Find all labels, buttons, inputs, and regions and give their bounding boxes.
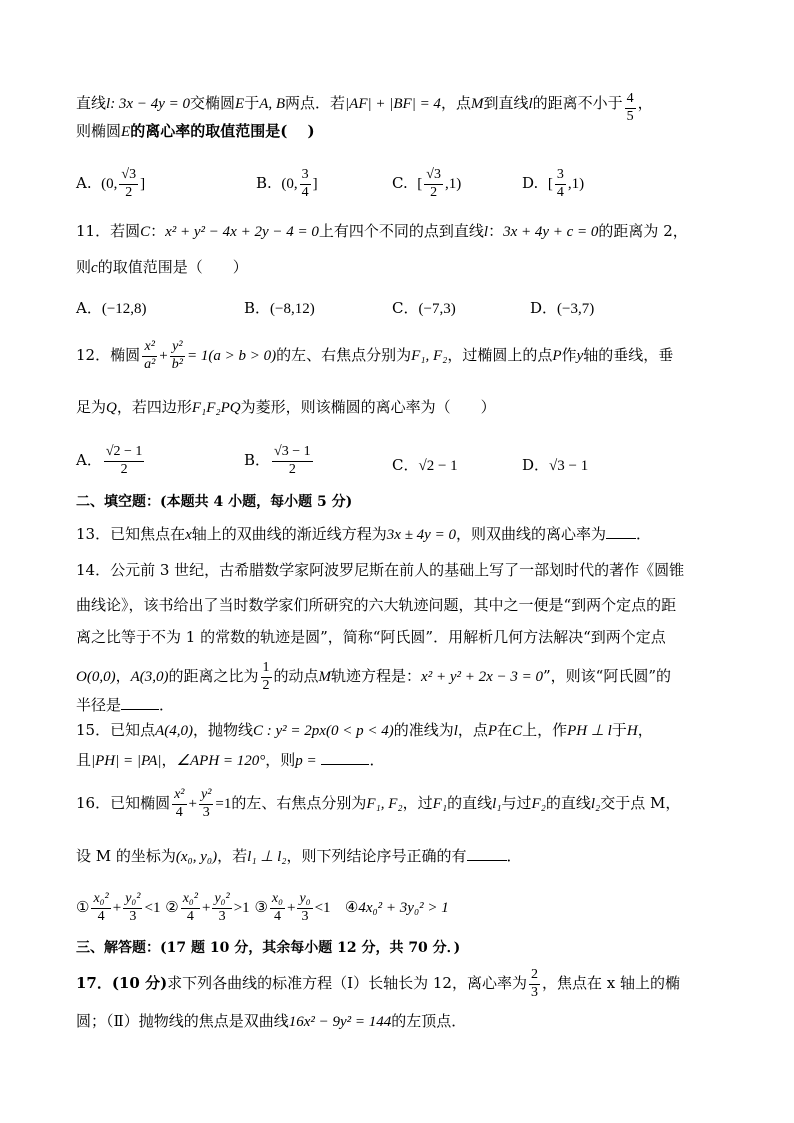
math: E	[235, 96, 245, 113]
denominator: 3	[530, 984, 538, 1000]
numerator: 2	[529, 968, 540, 985]
math: l	[106, 96, 111, 113]
q10-option-a[interactable]	[76, 168, 145, 200]
numerator: √3 − 1	[272, 445, 313, 462]
text: 则	[76, 258, 92, 276]
option-label: D．	[522, 456, 550, 474]
option-label: A．	[76, 299, 102, 317]
math: >1	[233, 900, 250, 917]
text: 的距离之比为	[168, 667, 259, 686]
math: A, B	[259, 96, 286, 113]
text: ，	[637, 94, 653, 113]
q16-line2	[76, 848, 522, 865]
math: √2 − 1	[418, 458, 458, 474]
q11-line1	[76, 224, 688, 240]
math: M	[470, 96, 484, 113]
denominator: 3	[129, 908, 137, 924]
math: l	[528, 96, 533, 113]
denominator: 4	[97, 908, 105, 924]
answer-blank[interactable]	[467, 848, 507, 861]
math: A(3,0)	[130, 669, 169, 686]
text: 作	[561, 346, 577, 365]
math: p =	[295, 753, 317, 769]
q10-option-b[interactable]	[256, 168, 318, 200]
math: F₁F₂PQ	[191, 400, 241, 416]
denominator: 4	[186, 908, 194, 924]
math: : 3x − 4y = 0	[110, 96, 190, 113]
math: C	[512, 723, 523, 739]
option-label: B．	[244, 451, 271, 470]
text: 的距离为 2，	[598, 222, 688, 240]
math: l₁ ⊥ l₂	[247, 849, 287, 865]
q12-option-b[interactable]	[244, 445, 315, 477]
numerator: x₀	[270, 892, 285, 909]
math: ,1)	[444, 176, 462, 193]
denominator: b²	[171, 356, 183, 372]
text: 的左、右焦点分别为	[231, 794, 367, 813]
q12-option-a[interactable]	[76, 445, 146, 477]
q11-option-a[interactable]	[76, 297, 147, 318]
numerator: y₀²	[212, 892, 231, 909]
text: 的离心率的取值范围是( )	[130, 122, 315, 140]
numerator: y²	[199, 788, 213, 805]
fraction	[123, 892, 142, 924]
q10-line2	[76, 124, 315, 140]
text: 13．已知焦点在	[76, 525, 186, 543]
q14-line3: 离之比等于不为 1 的常数的轨迹是圆”，简称“阿氏圆”．用解析几何方法解决“到两个定点	[76, 628, 666, 646]
text: 的准线为	[393, 721, 454, 739]
text: 在	[497, 721, 513, 739]
text: 交于点 M，	[600, 794, 681, 813]
text: ．	[159, 696, 175, 714]
text: 且	[76, 751, 92, 769]
option-label: A.	[76, 174, 92, 193]
q12-line1	[76, 340, 673, 372]
math: F₁, F₂	[366, 796, 403, 813]
math: <1	[314, 900, 331, 917]
fraction	[170, 340, 185, 372]
q13	[76, 526, 651, 543]
text: 的直线	[545, 794, 591, 813]
q10-line1	[76, 88, 653, 124]
math: |PH| = |PA|	[91, 753, 162, 769]
numerator: √3	[424, 168, 443, 185]
text: 于	[611, 721, 627, 739]
math: l₂	[590, 796, 601, 813]
denominator: 4	[175, 804, 183, 820]
math: l	[483, 224, 489, 240]
q10-option-d[interactable]	[522, 168, 584, 200]
fraction	[272, 445, 313, 477]
fraction	[104, 445, 145, 477]
section-heading-fill-in: 二、填空题：(本题共 4 小题，每小题 5 分)	[76, 494, 353, 510]
fraction	[555, 168, 566, 200]
math: ]	[312, 176, 318, 193]
text: ，点	[457, 721, 488, 739]
math: E	[121, 124, 131, 140]
text: ．	[506, 847, 522, 865]
text: 15．已知点	[76, 721, 156, 739]
math: C	[140, 224, 151, 240]
q14-line2: 曲线论》，该书给出了当时数学家们所研究的六大轨迹问题，其中之一便是“到两个定点的距	[76, 596, 677, 614]
text: ，	[161, 751, 177, 769]
text: 12．椭圆	[76, 346, 141, 365]
q11-line2	[76, 260, 248, 276]
numerator: y₀	[297, 892, 312, 909]
text: 轴的垂线，垂	[583, 346, 674, 365]
q15-line1	[76, 723, 653, 739]
q11-option-c[interactable]	[392, 297, 456, 318]
section-heading-answers: 三、解答题：(17 题 10 分，其余每小题 12 分，共 70 分．)	[76, 940, 461, 956]
text: 的左、右焦点分别为	[276, 346, 412, 365]
text: ”，则该“阿氏圆”的	[543, 667, 672, 686]
choice-marker: ①	[76, 898, 90, 917]
text: 的距离不小于	[532, 94, 623, 113]
text: 上，作	[522, 721, 568, 739]
math: [	[417, 176, 423, 193]
math: Q	[106, 400, 117, 416]
text: 为菱形，则该椭圆的离心率为（ ）	[240, 398, 496, 416]
math: F₁, F₂	[411, 348, 448, 365]
denominator: 2	[262, 677, 270, 693]
text: ，若四边形	[116, 398, 192, 416]
math: √3 − 1	[549, 458, 589, 474]
text: ，则下列结论序号正确的有	[286, 847, 467, 865]
numerator: 3	[555, 168, 566, 185]
denominator: 5	[626, 108, 634, 124]
option-label: A．	[76, 451, 102, 470]
math: =1	[215, 796, 232, 813]
math: P	[552, 348, 562, 365]
denominator: 4	[301, 184, 309, 200]
denominator: 4	[273, 908, 281, 924]
numerator: y₀²	[123, 892, 142, 909]
text: ，	[637, 721, 653, 739]
text: 于	[244, 94, 260, 113]
q14-line4	[76, 661, 671, 693]
q14-line5	[76, 697, 174, 713]
text: ，过椭圆上的点	[447, 346, 553, 365]
math: (−7,3)	[418, 301, 456, 317]
text: 轨迹方程是：	[331, 667, 422, 686]
q17-line1	[76, 968, 680, 1000]
choice-marker: ④	[344, 898, 359, 917]
math: (−12,8)	[101, 301, 147, 317]
math: ]	[140, 176, 146, 193]
math: F₂	[531, 796, 546, 813]
text: 足为	[76, 398, 107, 416]
text: ，过	[402, 794, 433, 813]
math: x² + y² − 4x + 2y − 4 = 0	[165, 224, 319, 240]
text: 圆；（Ⅱ）抛物线的焦点是双曲线	[76, 1012, 289, 1030]
math: H	[626, 723, 638, 739]
text: 半径是	[76, 696, 122, 714]
text: 11．若圆	[76, 222, 141, 240]
text: ，若	[217, 847, 248, 865]
fraction	[119, 168, 138, 200]
text: 到直线	[483, 94, 529, 113]
numerator: x²	[142, 340, 156, 357]
denominator: 2	[430, 184, 438, 200]
fraction	[181, 892, 200, 924]
text: ，	[115, 667, 131, 686]
q15-line2	[76, 752, 384, 769]
denominator: 3	[218, 908, 226, 924]
text: 的直线	[447, 794, 493, 813]
math: (x₀, y₀)	[175, 849, 218, 865]
text: ：	[488, 222, 504, 240]
q14-line1: 14．公元前 3 世纪，古希腊数学家阿波罗尼斯在前人的基础上写了一部划时代的著作《圆锥	[76, 561, 685, 579]
math: ,1)	[567, 176, 585, 193]
q16-choices: ① $\frac{\text{x₀²}}{4}$ + $\frac{\text{y₀²}}{3}$ <1 ② $\frac{\text{x₀²}}{4}$ + $\frac{\text{y₀²}}{3}$ >1 ③ $\frac{\text{x₀}}{4}$ + $\frac{\text{y₀}}{3}$ <1 ④4x₀² + 3y₀² > 1	[76, 891, 449, 924]
text: 的左顶点．	[391, 1012, 467, 1030]
math: x	[185, 527, 192, 543]
math: 4x₀² + 3y₀² > 1	[358, 900, 449, 917]
math: P	[487, 723, 498, 739]
q12-line2	[76, 400, 496, 416]
fraction	[424, 168, 443, 200]
q12-option-c[interactable]	[392, 454, 458, 475]
numerator: y²	[170, 340, 184, 357]
text: ，则	[265, 751, 296, 769]
numerator: 4	[625, 92, 636, 109]
option-label: B．	[244, 299, 271, 317]
answer-blank[interactable]	[121, 697, 159, 710]
option-label: D．	[530, 299, 558, 317]
math: (0,	[101, 176, 118, 193]
text: ．	[635, 525, 651, 543]
math: C : y² = 2px(0 < p < 4)	[253, 723, 394, 739]
text: 与过	[501, 794, 532, 813]
math: |AF| + |BF| = 4	[345, 96, 441, 113]
fraction	[270, 892, 285, 924]
math: l₁	[492, 796, 502, 813]
numerator: 1	[261, 661, 272, 678]
text: ．	[369, 751, 385, 769]
text: 上有四个不同的点到直线	[318, 222, 484, 240]
math: 3x ± 4y = 0	[386, 527, 456, 543]
math: M	[318, 669, 332, 686]
numerator: x₀²	[91, 892, 110, 909]
fraction	[212, 892, 231, 924]
math: ∠APH = 120°	[176, 753, 266, 769]
text: 轴上的双曲线的渐近线方程为	[191, 525, 387, 543]
numerator: √3	[119, 168, 138, 185]
fraction	[199, 788, 213, 820]
numerator: 3	[300, 168, 311, 185]
q17-line2	[76, 1014, 466, 1030]
math: <1	[144, 900, 161, 917]
option-label: C．	[392, 299, 419, 317]
fraction	[142, 340, 157, 372]
q10-option-c[interactable]	[392, 168, 461, 200]
text: 的动点	[273, 667, 319, 686]
math: (0,	[281, 176, 298, 193]
text: 的取值范围是（ ）	[97, 258, 248, 276]
text: 两点．若	[285, 94, 346, 113]
math: (−3,7)	[557, 301, 595, 317]
denominator: 3	[202, 804, 210, 820]
option-label: C.	[392, 174, 408, 193]
q11-option-d[interactable]	[530, 297, 594, 318]
math: 16x² − 9y² = 144	[288, 1014, 392, 1030]
text: ，焦点在 x 轴上的椭	[541, 974, 680, 993]
denominator: 2	[120, 461, 128, 477]
math: +	[159, 348, 168, 365]
fraction	[172, 788, 186, 820]
fraction	[297, 892, 312, 924]
denominator: 4	[556, 184, 564, 200]
denominator: 2	[125, 184, 133, 200]
text: ，抛物线	[193, 721, 254, 739]
math: (−8,12)	[270, 301, 315, 317]
numerator: x²	[172, 788, 186, 805]
q16-line1	[76, 788, 680, 820]
text: ，点	[440, 94, 471, 113]
math: x² + y² + 2x − 3 = 0	[421, 669, 544, 686]
text: 设 M 的坐标为	[76, 847, 176, 865]
option-label: D.	[522, 174, 539, 193]
math: [	[547, 176, 553, 193]
numerator: x₀²	[181, 892, 200, 909]
numerator: √2 − 1	[104, 445, 145, 462]
text: 直线	[76, 94, 107, 113]
fraction	[625, 92, 636, 124]
text: ：	[150, 222, 166, 240]
fraction	[529, 968, 540, 1000]
fraction	[261, 661, 272, 693]
math: F₁	[432, 796, 448, 813]
choice-marker: ③	[254, 898, 268, 917]
answer-blank[interactable]	[321, 752, 369, 765]
text: 16．已知椭圆	[76, 794, 171, 813]
text: 求下列各曲线的标准方程（Ⅰ）长轴长为 12，离心率为	[167, 974, 527, 993]
denominator: 2	[288, 461, 296, 477]
math: A(4,0)	[155, 723, 193, 739]
math: 3x + 4y + c = 0	[503, 224, 599, 240]
denominator: a²	[144, 356, 156, 372]
fraction	[300, 168, 311, 200]
text: 交椭圆	[190, 94, 236, 113]
text: 17．(10 分)	[76, 974, 168, 993]
answer-blank[interactable]	[606, 526, 636, 539]
fraction	[91, 892, 110, 924]
math: PH ⊥ l	[567, 723, 612, 739]
option-label: C．	[392, 456, 419, 474]
math: = 1(a > b > 0)	[186, 348, 277, 365]
math: l	[453, 723, 458, 739]
math: c	[91, 260, 98, 276]
choice-marker: ②	[165, 898, 179, 917]
denominator: 3	[301, 908, 309, 924]
q11-option-b[interactable]	[244, 297, 315, 318]
math: +	[188, 796, 197, 813]
q12-option-d[interactable]	[522, 454, 588, 475]
math: y	[576, 348, 584, 365]
text: 则椭圆	[76, 122, 122, 140]
option-label: B.	[256, 174, 272, 193]
math: O(0,0)	[76, 669, 116, 686]
text: ，则双曲线的离心率为	[455, 525, 606, 543]
